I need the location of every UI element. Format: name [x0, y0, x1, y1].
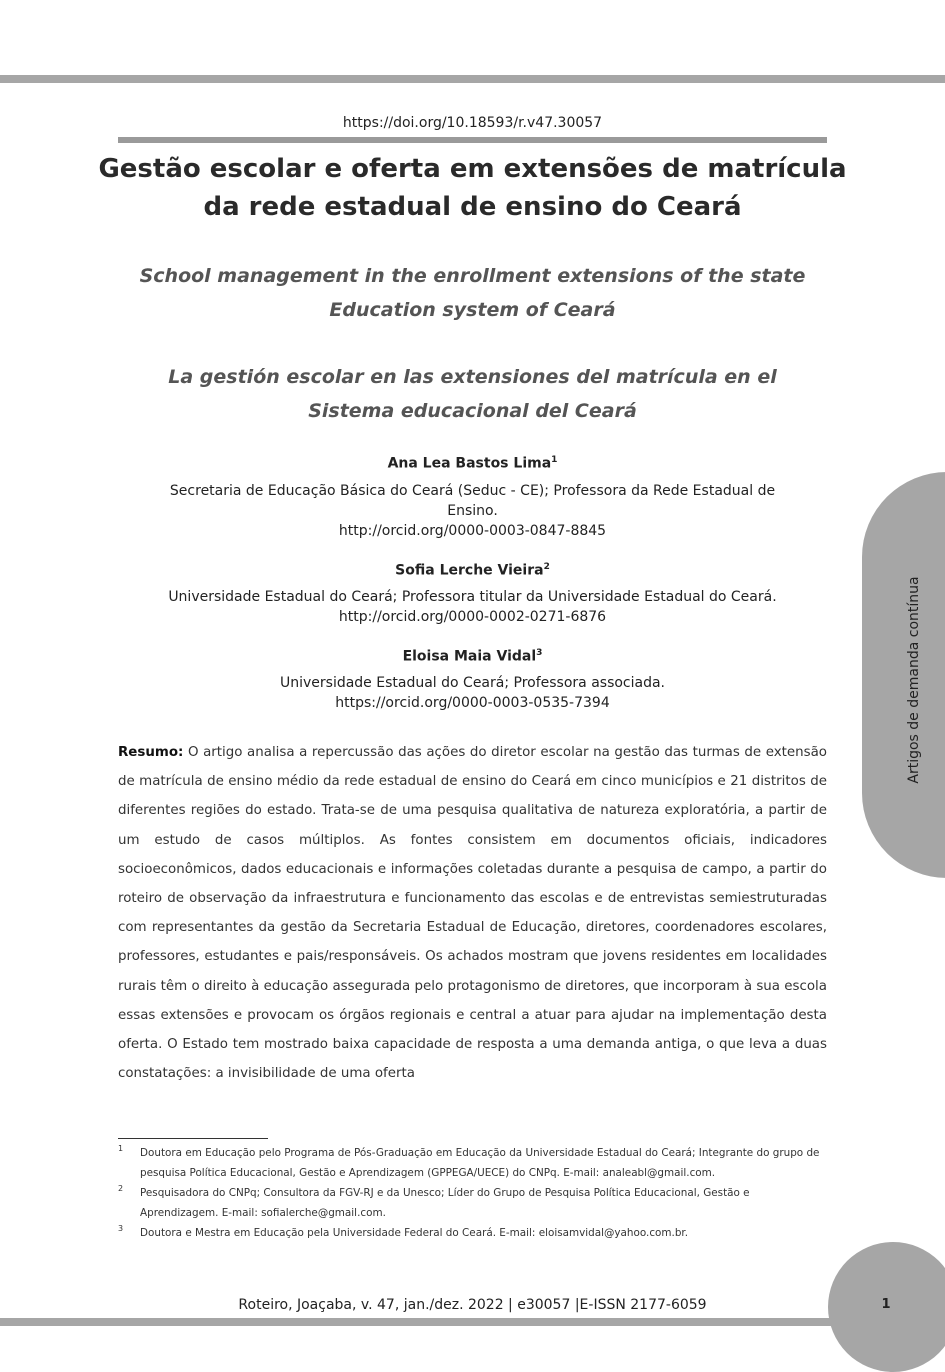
footnote-3-number: 3	[118, 1224, 124, 1233]
author-2-name	[118, 562, 827, 579]
title-portuguese	[90, 150, 855, 226]
title-portuguese-line1: Gestão escolar e oferta em extensões de matrícula	[98, 154, 847, 184]
bottom-rule	[0, 1318, 945, 1326]
journal-citation: Roteiro, Joaçaba, v. 47, jan./dez. 2022 | e30057 |E-ISSN 2177-6059	[238, 1297, 707, 1313]
author-3-footnote-ref: 3	[536, 648, 543, 658]
author-2-affiliation-line1: Universidade Estadual do Ceará; Professora titular da Universidade Estadual do Ceará.	[168, 589, 777, 605]
author-1-orcid[interactable]: http://orcid.org/0000-0003-0847-8845	[338, 523, 607, 539]
author-3-orcid[interactable]: https://orcid.org/0000-0003-0535-7394	[335, 695, 610, 711]
title-spanish-line2: Sistema educacional del Ceará	[308, 400, 637, 422]
author-1-name	[118, 455, 827, 472]
page-number: 1	[881, 1297, 891, 1312]
author-1-name-text: Ana Lea Bastos Lima	[387, 455, 552, 472]
author-2-name-text: Sofia Lerche Vieira	[395, 562, 544, 579]
author-3-name	[118, 648, 827, 665]
author-2-footnote-ref: 2	[543, 562, 550, 572]
author-3-affiliation-line1: Universidade Estadual do Ceará; Professora associada.	[279, 675, 666, 691]
footnote-3-text: Doutora e Mestra em Educação pela Universidade Federal do Ceará. E-mail: eloisamvidal@yahoo.com.br.	[140, 1227, 689, 1239]
footnotes	[118, 1143, 827, 1243]
footnote-2-number: 2	[118, 1184, 124, 1193]
footnote-1-text: Doutora em Educação pelo Programa de Pós-Graduação em Educação da Universidade Estadual do Ceará; Integrante do grupo de pesquisa Política Educacional, Gestão e Aprendizagem (GPPEGA/UECE) do CNPq. E-mail: analeabl@gmail.com.	[140, 1147, 820, 1179]
title-english	[100, 259, 845, 327]
footnote-3	[118, 1223, 827, 1243]
title-spanish	[100, 360, 845, 428]
author-2-orcid[interactable]: http://orcid.org/0000-0002-0271-6876	[338, 609, 607, 625]
footnote-rule	[118, 1138, 268, 1139]
doi-rule	[118, 137, 827, 143]
title-spanish-line1: La gestión escolar en las extensiones del matrícula en el	[168, 366, 777, 388]
author-1-affiliation	[118, 481, 827, 541]
author-1-affiliation-line2: Ensino.	[447, 503, 498, 519]
footnote-1-number: 1	[118, 1144, 124, 1153]
author-3-name-text: Eloisa Maia Vidal	[402, 648, 537, 665]
author-1-affiliation-line1: Secretaria de Educação Básica do Ceará (Seduc - CE); Professora da Rede Estadual de	[169, 483, 776, 499]
author-2-affiliation	[118, 587, 827, 627]
abstract-text: O artigo analisa a repercussão das ações do diretor escolar na gestão das turmas de extensão de matrícula de ensino médio da rede estadual de ensino do Ceará em cinco municípios e 21 distritos de diferentes regiões do estado. Trata-se de uma pesquisa qualitativa de natureza exploratória, a partir de um estudo de casos múltiplos. As fontes consistem em documentos oficiais, indicadores socioeconômicos, dados educacionais e informações coletadas durante a pesquisa de campo, a partir do roteiro de observação da infraestrutura e funcionamento das escolas e de entrevistas semiestruturadas com representantes da gestão da Secretaria Estadual de Educação, diretores, coordenadores escolares, professores, estudantes e pais/responsáveis. Os achados mostram que jovens residentes em localidades rurais têm o direito à educação assegurada pelo protagonismo de diretores, que incorporam à sua escola essas extensões e provocam os órgãos regionais e central a atuar para ajudar na implementação desta oferta. O Estado tem mostrado baixa capacidade de resposta a uma demanda antiga, o que leva a duas constatações: a invisibilidade de uma oferta	[118, 745, 827, 1082]
title-english-line2: Education system of Ceará	[329, 299, 616, 321]
author-1-footnote-ref: 1	[551, 455, 558, 465]
author-3-affiliation	[118, 673, 827, 713]
doi-link[interactable]: https://doi.org/10.18593/r.v47.30057	[342, 115, 603, 131]
title-portuguese-line2: da rede estadual de ensino do Ceará	[203, 192, 742, 222]
footnote-1	[118, 1143, 827, 1183]
section-side-tab	[862, 472, 945, 878]
title-english-line1: School management in the enrollment extensions of the state	[139, 265, 806, 287]
footnote-2-text: Pesquisadora do CNPq; Consultora da FGV-RJ e da Unesco; Líder do Grupo de Pesquisa Política Educacional, Gestão e Aprendizagem. E-mail: sofialerche@gmail.com.	[140, 1187, 750, 1219]
top-rule	[0, 75, 945, 83]
section-side-tab-label: Artigos de demanda contínua	[906, 576, 922, 784]
abstract	[118, 738, 827, 1088]
footnote-2	[118, 1183, 827, 1223]
abstract-label: Resumo:	[118, 745, 184, 760]
